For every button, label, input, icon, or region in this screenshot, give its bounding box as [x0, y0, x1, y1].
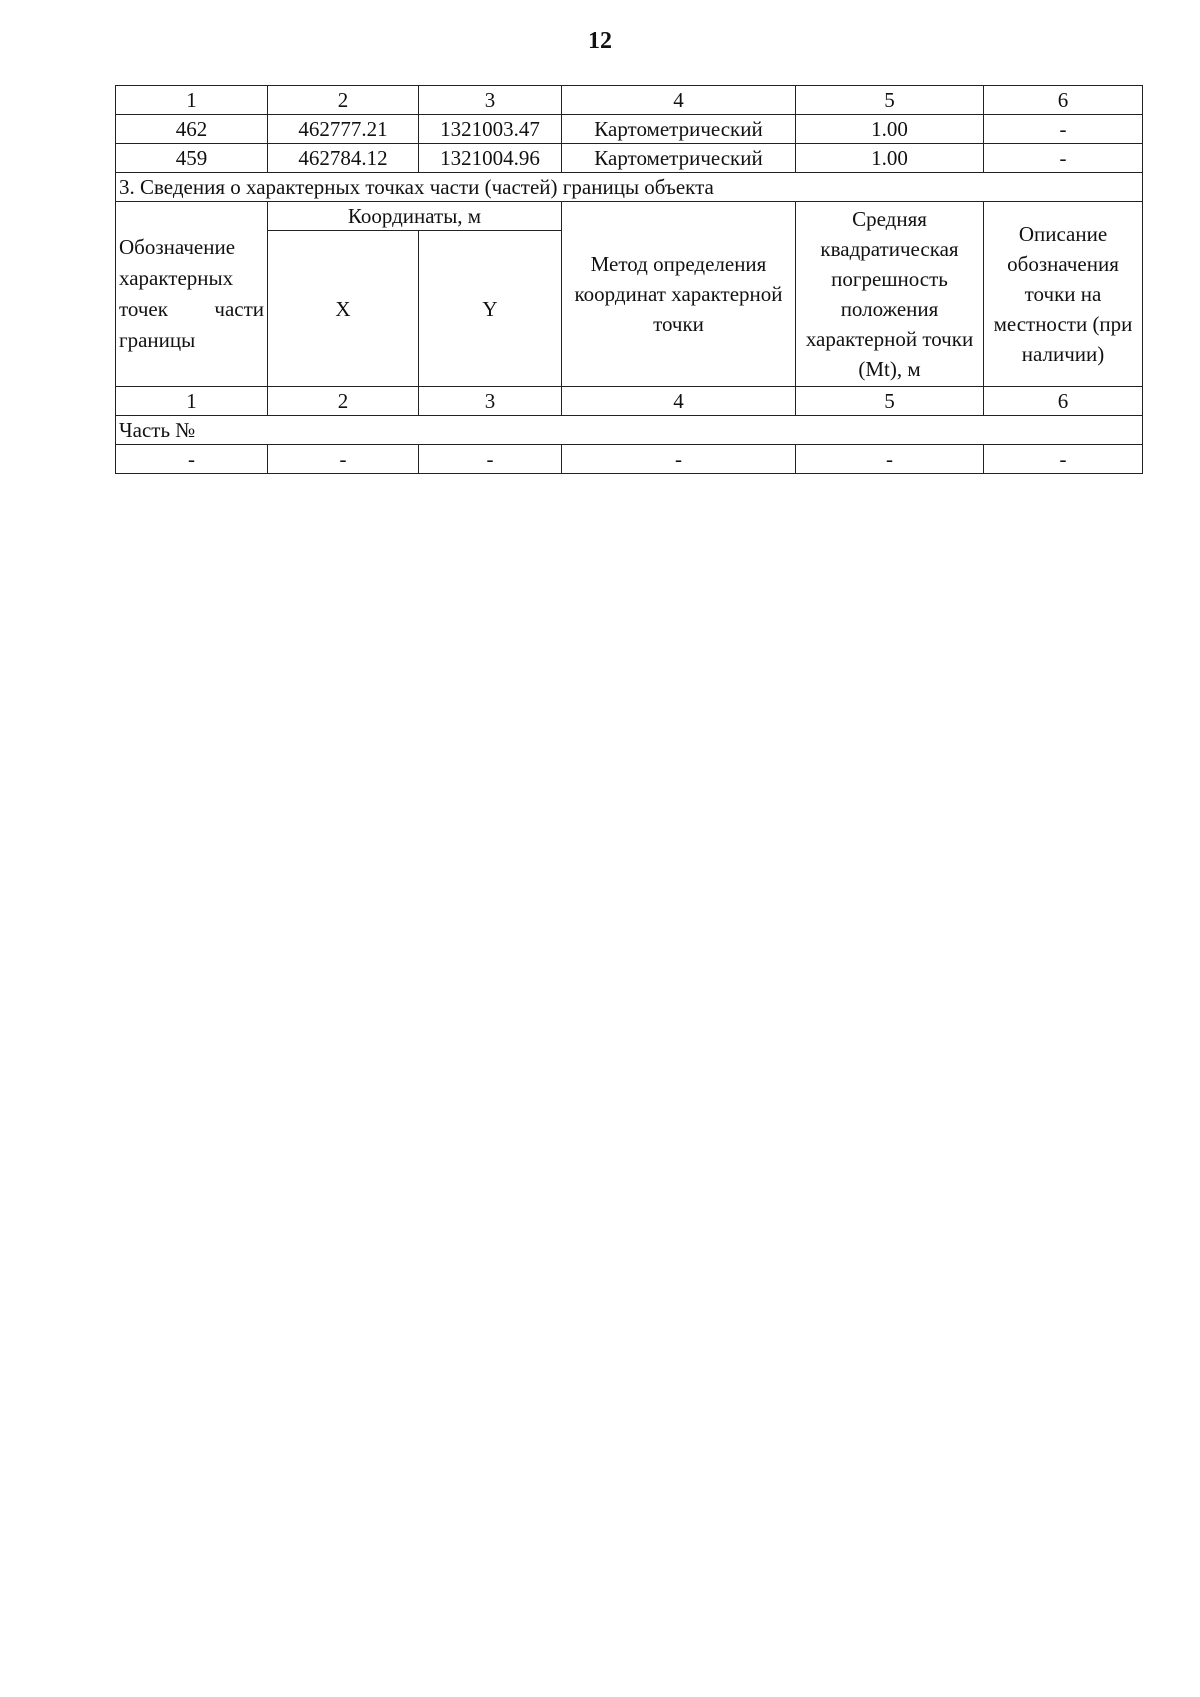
- column-number-row: [116, 86, 1143, 115]
- coordinate-y: 1321003.47: [419, 115, 562, 144]
- part-row: [116, 416, 1143, 445]
- coordinate-x: 462784.12: [268, 144, 419, 173]
- point-designation: 459: [116, 144, 268, 173]
- header-designation: Обозначение характерных точек части границы: [116, 202, 268, 387]
- section-title-row: [116, 173, 1143, 202]
- table-row: [116, 115, 1143, 144]
- empty-cell: -: [116, 445, 268, 474]
- empty-cell: -: [419, 445, 562, 474]
- empty-cell: -: [796, 445, 984, 474]
- header-y: Y: [419, 231, 562, 387]
- table-row: [116, 445, 1143, 474]
- method: Картометрический: [562, 144, 796, 173]
- section-title: 3. Сведения о характерных точках части (частей) границы объекта: [116, 173, 1143, 202]
- section-header-row: [116, 202, 1143, 231]
- column-number-row: [116, 387, 1143, 416]
- mean-error: 1.00: [796, 115, 984, 144]
- column-number: 3: [419, 387, 562, 416]
- coordinate-x: 462777.21: [268, 115, 419, 144]
- header-method: Метод определения координат характерной точки: [562, 202, 796, 387]
- page-number: 12: [588, 28, 612, 54]
- point-description: -: [984, 144, 1143, 173]
- header-mean-error: Средняя квадратическая погрешность положения характерной точки (Mt), м: [796, 202, 984, 387]
- empty-cell: -: [562, 445, 796, 474]
- coordinate-y: 1321004.96: [419, 144, 562, 173]
- column-number: 5: [796, 387, 984, 416]
- header-description: Описание обозначения точки на местности (при наличии): [984, 202, 1143, 387]
- table-row: [116, 144, 1143, 173]
- column-number: 6: [984, 86, 1143, 115]
- part-label: Часть №: [116, 416, 1143, 445]
- column-number: 2: [268, 86, 419, 115]
- column-number: 1: [116, 387, 268, 416]
- header-coordinates: Координаты, м: [268, 202, 562, 231]
- header-x: X: [268, 231, 419, 387]
- empty-cell: -: [984, 445, 1143, 474]
- column-number: 2: [268, 387, 419, 416]
- point-designation: 462: [116, 115, 268, 144]
- mean-error: 1.00: [796, 144, 984, 173]
- column-number: 4: [562, 387, 796, 416]
- column-number: 4: [562, 86, 796, 115]
- column-number: 1: [116, 86, 268, 115]
- column-number: 3: [419, 86, 562, 115]
- empty-cell: -: [268, 445, 419, 474]
- column-number: 6: [984, 387, 1143, 416]
- column-number: 5: [796, 86, 984, 115]
- boundary-points-table: [115, 85, 1143, 474]
- point-description: -: [984, 115, 1143, 144]
- method: Картометрический: [562, 115, 796, 144]
